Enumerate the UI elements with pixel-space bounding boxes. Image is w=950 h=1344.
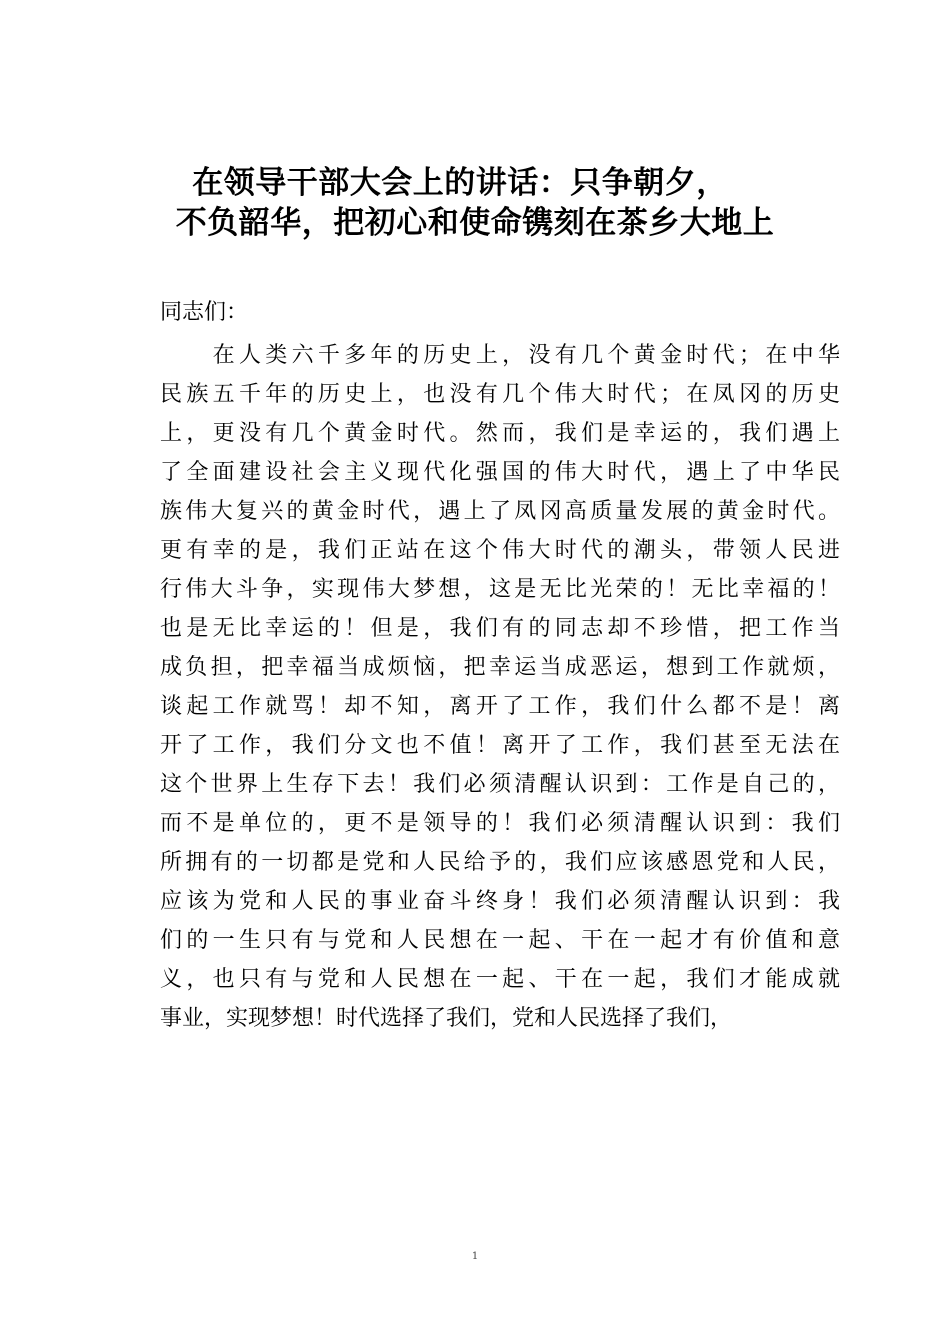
- body-line: 应该为党和人民的事业奋斗终身！我们必须清醒认识到：我: [160, 889, 840, 914]
- body-line: 上，更没有几个黄金时代。然而，我们是幸运的，我们遇上: [160, 421, 840, 446]
- body-line: 更有幸的是，我们正站在这个伟大时代的潮头，带领人民进: [160, 538, 840, 563]
- body-line: 义，也只有与党和人民想在一起、干在一起，我们才能成就: [160, 967, 840, 992]
- body-line: 们的一生只有与党和人民想在一起、干在一起才有价值和意: [160, 928, 840, 953]
- body-line: 事业，实现梦想！时代选择了我们，党和人民选择了我们，: [160, 1006, 733, 1031]
- salutation: 同志们：: [160, 300, 249, 325]
- document-title-line-2: 不负韶华，把初心和使命镌刻在茶乡大地上: [175, 205, 775, 241]
- body-line: 所拥有的一切都是党和人民给予的，我们应该感恩党和人民，: [160, 850, 840, 875]
- document-title-line-1: 在领导干部大会上的讲话：只争朝夕，: [192, 165, 728, 201]
- body-line: 成负担，把幸福当成烦恼，把幸运当成恶运，想到工作就烦，: [160, 655, 840, 680]
- body-line: 开了工作，我们分文也不值！离开了工作，我们甚至无法在: [160, 733, 840, 758]
- body-paragraph: [160, 336, 840, 1038]
- body-line: 也是无比幸运的！但是，我们有的同志却不珍惜，把工作当: [160, 616, 840, 641]
- body-line: 民族五千年的历史上，也没有几个伟大时代；在凤冈的历史: [160, 382, 840, 407]
- body-line: 在人类六千多年的历史上，没有几个黄金时代；在中华: [160, 343, 840, 368]
- body-line: 这个世界上生存下去！我们必须清醒认识到：工作是自己的，: [160, 772, 840, 797]
- body-line: 族伟大复兴的黄金时代，遇上了凤冈高质量发展的黄金时代。: [160, 499, 840, 524]
- body-line: 了全面建设社会主义现代化强国的伟大时代，遇上了中华民: [160, 460, 840, 485]
- body-line: 行伟大斗争，实现伟大梦想，这是无比光荣的！无比幸福的！: [160, 577, 840, 602]
- body-line: 谈起工作就骂！却不知，离开了工作，我们什么都不是！离: [160, 694, 840, 719]
- body-line: 而不是单位的，更不是领导的！我们必须清醒认识到：我们: [160, 811, 840, 836]
- page-number: 1: [471, 1251, 479, 1262]
